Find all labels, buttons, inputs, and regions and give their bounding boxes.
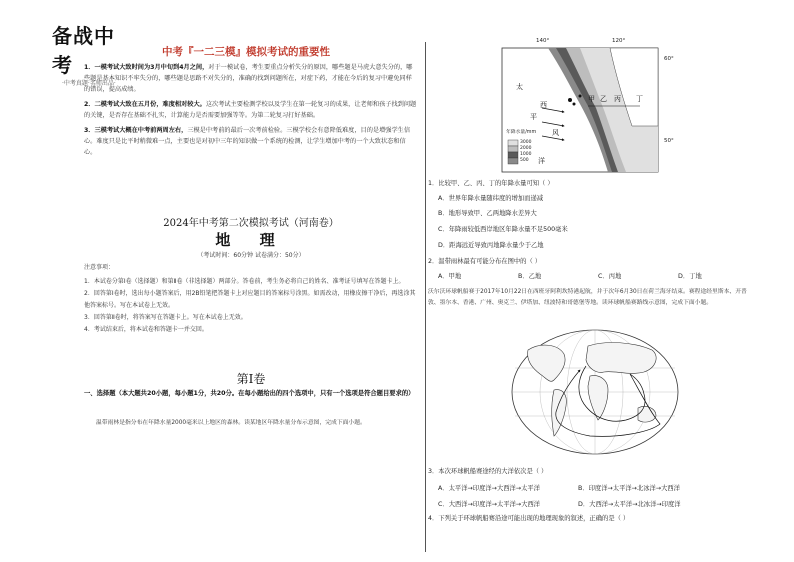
intro-section <box>84 62 418 158</box>
question-2-option: C．丙地 <box>598 273 622 280</box>
banner-title: 中考『一二三模』模拟考试的重要性 <box>162 46 330 58</box>
intro-paragraph: 2．二模考试大致在五月份，难度相对较大。这次考试主要检测学校以及学生在第一轮复习的成果，让老师和孩子找到问题的关键，是否存在基础不扎实，计算能力是否需要加强等等。为第二轮复习打好基础。 <box>84 101 417 119</box>
intro-paragraph: 1．一模考试大致时间为3月中旬到4月之间，对于一模试卷，考生要重点分析失分的原因，哪些题是马虎大意失分的，哪些题是基本知识不牢失分的，哪些题是思路不对失分的，准确的找到问题所在，对症下药，才能在今后的复习中避免同样的错误，提高成绩。 <box>84 64 413 93</box>
notice-item: 4．考试结束后，将本试卷和答题卡一并交回。 <box>84 326 208 333</box>
island <box>573 103 576 106</box>
passage-2: 沃尔沃环球帆船赛于2017年10月22日在西班牙阿利坎特港起航，并于次年6月30日在荷兰海牙结束。赛程途经里斯本、开普敦、墨尔本、香港、广州、奥克兰、伊塔加、纽波特和哥德堡等地。读环球帆船赛路线示意图，完成下面小题。 <box>428 289 747 306</box>
instruction: 一、选择题（本大题共20小题，每小题1分，共20分。在每小题给出的四个选项中，只有一个选项是符合题目要求的） <box>84 390 415 397</box>
legend-swatch-3000 <box>508 140 518 146</box>
question-2-option: A．甲地 <box>438 273 462 280</box>
legend-swatch-2000 <box>508 146 518 152</box>
question-3-option: B．印度洋→太平洋→北冰洋→大西洋 <box>578 485 681 492</box>
precipitation-map <box>500 38 674 174</box>
question-1-option: D．距海远近导致丙地降水量少于乙地 <box>438 242 544 249</box>
route-map-svg <box>510 328 680 456</box>
legend-swatch-500 <box>508 158 518 164</box>
question-3-option: D．大西洋→太平洋→北冰洋→印度洋 <box>578 501 681 508</box>
place-label: 乙 <box>600 95 607 103</box>
section-title: 第Ⅰ卷 <box>236 372 266 386</box>
notice-item: 3．回答第Ⅱ卷时，将答案写在答题卡上。写在本试卷上无效。 <box>84 314 247 321</box>
legend-title: 年降水量/mm <box>506 130 537 135</box>
island <box>579 95 582 98</box>
legend-value: 500 <box>520 158 529 163</box>
logo-title: 备战中考 <box>52 24 115 77</box>
question-3-option: A．太平洋→印度洋→大西洋→太平洋 <box>438 485 540 492</box>
legend-value: 2000 <box>520 146 532 151</box>
notice-item: 1．本试卷分第Ⅰ卷（选择题）和第Ⅱ卷（非选择题）两部分。答卷前，考生务必将自己的姓名、准考证号填写在答题卡上。 <box>84 278 405 285</box>
question-3-option: C．大西洋→印度洋→太平洋→大西洋 <box>438 501 541 508</box>
question-1-option: C．年降雨较低西岸地区年降水量不足500毫米 <box>438 226 568 233</box>
question-1-stem: 1．比较甲、乙、丙、丁的年降水量可知（ ） <box>428 180 554 187</box>
lat-label: 50° <box>664 138 674 144</box>
logo <box>52 20 132 87</box>
question-1-option: A．世界年降水量随纬度的增加而递减 <box>438 195 544 202</box>
place-label: 甲 <box>588 95 595 103</box>
route-map <box>510 328 680 456</box>
logo-subtitle: ·中考真题·名师出品· <box>62 80 116 87</box>
subject-title: 地 理 <box>215 231 287 249</box>
island <box>568 98 572 102</box>
question-3-stem: 3．本次环球帆船赛途经的大洋依次是（ ） <box>428 468 548 475</box>
notice-title: 注意事项： <box>84 264 115 271</box>
lon-label: 120° <box>612 38 626 44</box>
place-label: 丙 <box>614 95 621 103</box>
place-label: 洋 <box>538 157 545 165</box>
place-label: 平 <box>530 113 537 121</box>
lat-label: 60° <box>664 56 674 62</box>
place-label: 西 <box>540 101 547 109</box>
question-2-stem: 2．温带雨林最有可能分布在图中的（ ） <box>428 258 542 265</box>
question-2-option: B．乙地 <box>518 273 542 280</box>
passage-1: 温带雨林是指分布在年降水量2000毫米以上地区的森林。读某地区年降水量分布示意图，完成下面小题。 <box>96 420 366 426</box>
intro-paragraph: 3．三模考试大概在中考前两周左右，三模是中考前的最后一次考前检验。三模学校会有意降低难度，目的是增强学生信心。难度只是比平时稍微难一点，主要也是对初中三年的知识做一个系统的检测，让学生增加中考的一个大致状态和信心。 <box>84 127 411 156</box>
page-divider <box>425 42 426 552</box>
exam-meta: （考试时间：60分钟 试卷满分：50分） <box>197 252 305 259</box>
exam-title: 2024年中考第二次模拟考试（河南卷） <box>163 218 339 229</box>
legend-value: 3000 <box>520 140 532 145</box>
lon-label: 140° <box>536 38 550 44</box>
legend-swatch-1000 <box>508 152 518 158</box>
notice-block <box>84 262 418 336</box>
place-label: 丁 <box>636 95 643 103</box>
question-2-option: D．丁地 <box>678 273 702 280</box>
place-label: 太 <box>516 83 523 91</box>
place-label: 风 <box>552 129 559 137</box>
question-4-stem: 4．下列关于环球帆船赛沿途可能出现的地理现象的叙述，正确的是（ ） <box>428 515 630 522</box>
legend-value: 1000 <box>520 152 532 157</box>
question-1-option: B．地形导致甲、乙两地降水差异大 <box>438 210 537 217</box>
notice-item: 2．回答第Ⅰ卷时，选出每小题答案后，用2B铅笔把答题卡上对应题目的答案标号涂黑。如需改动，用橡皮擦干净后，再选涂其他答案标号。写在本试卷上无效。 <box>84 290 416 309</box>
